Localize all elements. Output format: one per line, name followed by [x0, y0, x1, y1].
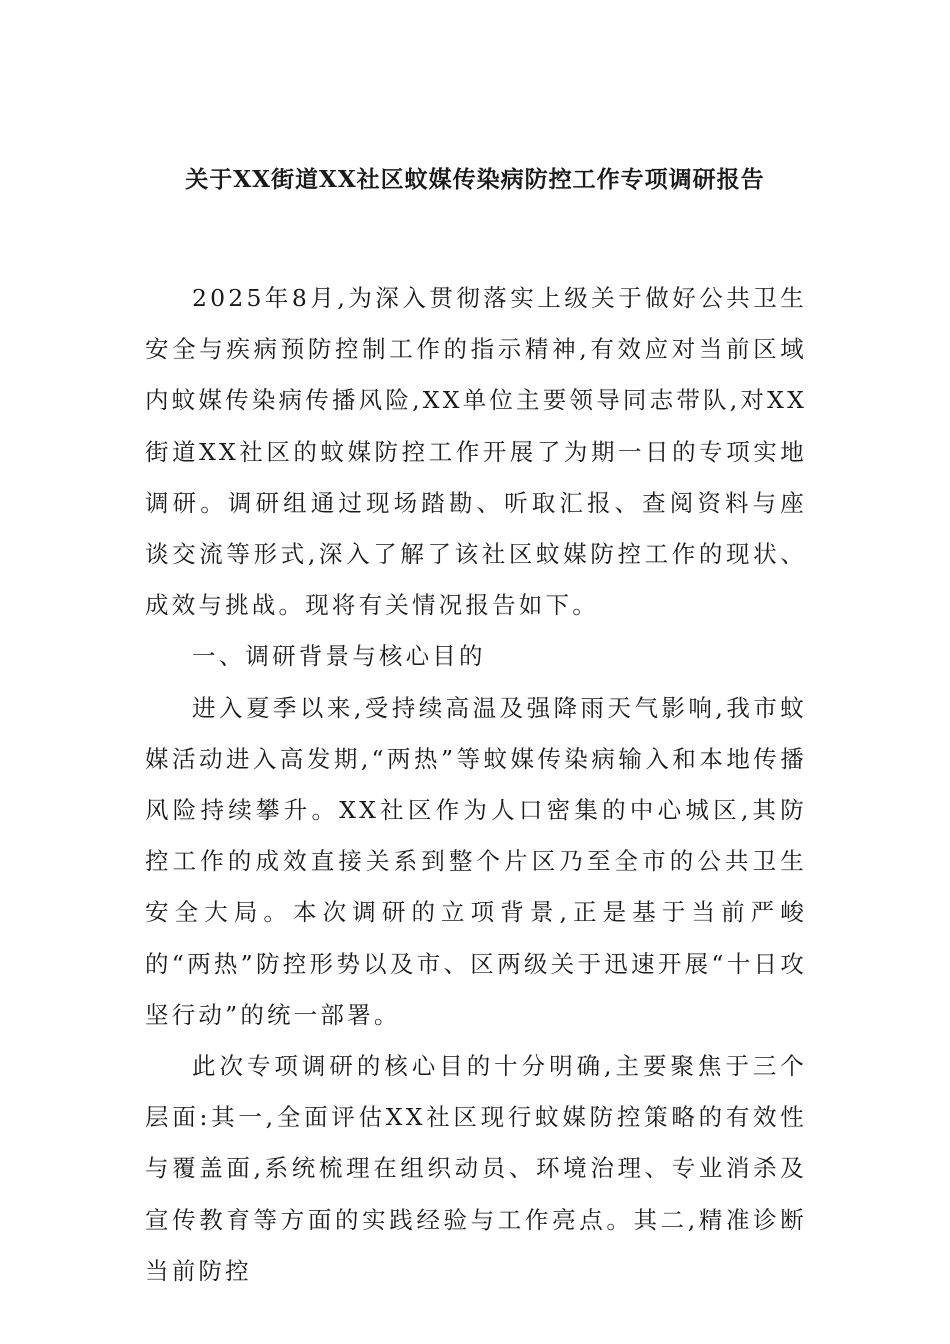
document-title: 关于XX街道XX社区蚊媒传染病防控工作专项调研报告 [185, 166, 765, 193]
document-body [145, 273, 807, 1297]
section-heading-1: 一、调研背景与核心目的 [192, 642, 486, 671]
paragraph-intro: 2025年8月,为深入贯彻落实上级关于做好公共卫生安全与疾病预防控制工作的指示精神,有效应对当前区域内蚊媒传染病传播风险,XX单位主要领导同志带队,对XX街道XX社区的蚊媒防控工作开展了为期一日的专项实地调研。调研组通过现场踏勘、听取汇报、查阅资料与座谈交流等形式,深入了解了该社区蚊媒防控工作的现状、成效与挑战。现将有关情况报告如下。 [145, 284, 807, 620]
paragraph-background: 进入夏季以来,受持续高温及强降雨天气影响,我市蚊媒活动进入高发期,“两热”等蚊媒传染病输入和本地传播风险持续攀升。XX社区作为人口密集的中心城区,其防控工作的成效直接关系到整个片区乃至全市的公共卫生安全大局。本次调研的立项背景,正是基于当前严峻的“两热”防控形势以及市、区两级关于迅速开展“十日攻坚行动”的统一部署。 [145, 693, 807, 1029]
paragraph-purpose: 此次专项调研的核心目的十分明确,主要聚焦于三个层面:其一,全面评估XX社区现行蚊媒防控策略的有效性与覆盖面,系统梳理在组织动员、环境治理、专业消杀及宣传教育等方面的实践经验与工作亮点。其二,精准诊断当前防控 [145, 1052, 807, 1285]
